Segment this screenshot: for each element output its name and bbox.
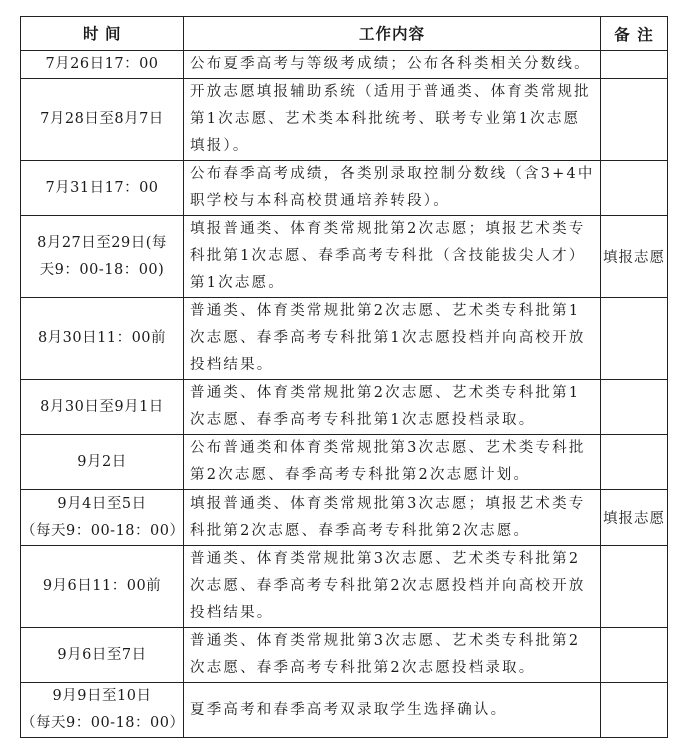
content-cell	[184, 683, 601, 738]
header-time: 时 间	[21, 17, 184, 51]
content-line: 投档结果。	[190, 605, 274, 621]
content-line: 填报普通类、体育类常规批第2次志愿；填报艺术类专	[190, 221, 586, 237]
note-cell	[601, 546, 668, 628]
time-line: 7月31日17：00	[45, 179, 159, 196]
content-line: 普通类、体育类常规批第3次志愿、艺术类专科批第2	[190, 551, 581, 567]
content-line: 夏季高考和春季高考双录取学生选择确认。	[190, 701, 508, 718]
note-cell	[601, 79, 668, 161]
time-cell	[21, 546, 184, 628]
content-line: 次志愿、春季高考专科批第2次志愿投档录取。	[190, 660, 536, 676]
table-row	[21, 51, 668, 79]
time-line: 7月28日至8月7日	[40, 111, 164, 127]
content-line: 开放志愿填报辅助系统（适用于普通类、体育类常规批	[190, 84, 591, 100]
content-line: 次志愿、春季高考专科批第2次志愿投档并向高校开放	[190, 578, 586, 594]
time-cell	[21, 161, 184, 216]
table-row	[21, 683, 668, 738]
time-line: 8月30日至9月1日	[40, 398, 164, 415]
content-line: 第2次志愿、春季高考专科批第2次志愿计划。	[190, 467, 531, 483]
content-line: 科批第2次志愿、春季高考专科批第2次志愿。	[190, 522, 531, 539]
note-cell	[601, 298, 668, 380]
content-line: 投档结果。	[190, 357, 274, 373]
content-line: 普通类、体育类常规批第2次志愿、艺术类专科批第1	[190, 385, 581, 401]
table-row	[21, 161, 668, 216]
content-line: 普通类、体育类常规批第2次志愿、艺术类专科批第1	[190, 303, 581, 319]
note-cell	[601, 683, 668, 738]
table-row	[21, 435, 668, 490]
table-row	[21, 79, 668, 161]
content-cell	[184, 546, 601, 628]
time-line: 9月6日至7日	[57, 646, 147, 663]
note-cell	[601, 628, 668, 683]
content-line: 公布春季高考成绩，各类别录取控制分数线（含3+4中	[190, 166, 595, 182]
table-row	[21, 380, 668, 435]
table-row	[21, 628, 668, 683]
content-cell	[184, 161, 601, 216]
time-line: 8月27日至29日(每	[37, 234, 167, 251]
content-line: 公布普通类和体育类常规批第3次志愿、艺术类专科批	[190, 440, 586, 456]
note-cell: 填报志愿	[601, 216, 668, 298]
note-cell	[601, 51, 668, 79]
content-line: 第1次志愿。	[190, 275, 285, 291]
content-line: 填报普通类、体育类常规批第3次志愿；填报艺术类专	[190, 495, 586, 512]
header-note: 备 注	[601, 17, 668, 51]
content-cell	[184, 435, 601, 490]
time-line: 9月2日	[77, 453, 127, 470]
time-line: 9月4日至5日	[57, 495, 147, 512]
time-cell	[21, 628, 184, 683]
content-line: 普通类、体育类常规批第3次志愿、艺术类专科批第2	[190, 633, 581, 649]
time-cell	[21, 380, 184, 435]
time-line: （每天9：00-18：00）	[21, 715, 185, 731]
time-line: 9月9日至10日	[52, 688, 152, 704]
content-line: 填报）。	[190, 138, 250, 154]
content-line: 次志愿、春季高考专科批第1次志愿投档录取。	[190, 412, 536, 428]
table-row	[21, 490, 668, 546]
time-cell	[21, 79, 184, 161]
content-cell	[184, 628, 601, 683]
content-line: 次志愿、春季高考专科批第1次志愿投档并向高校开放	[190, 330, 586, 346]
content-cell	[184, 216, 601, 298]
time-cell	[21, 683, 184, 738]
time-cell	[21, 298, 184, 380]
content-cell	[184, 380, 601, 435]
note-cell: 填报志愿	[601, 490, 668, 546]
content-cell	[184, 490, 601, 546]
note-cell	[601, 380, 668, 435]
note-cell	[601, 161, 668, 216]
content-cell	[184, 298, 601, 380]
time-line: 7月26日17：00	[45, 56, 159, 72]
admission-schedule-table	[20, 16, 668, 738]
note-cell	[601, 435, 668, 490]
time-line: 9月6日11：00前	[42, 578, 162, 594]
content-line: 科批第1次志愿、春季高考专科批（含技能拔尖人才）	[190, 248, 586, 264]
table-row	[21, 216, 668, 298]
time-line: （每天9：00-18：00）	[21, 522, 185, 539]
header-content: 工作内容	[184, 17, 601, 51]
table-row	[21, 546, 668, 628]
time-cell	[21, 490, 184, 546]
content-line: 职学校与本科高校贯通培养转段）。	[190, 193, 450, 209]
table-header-row	[21, 17, 668, 51]
content-line: 第1次志愿、艺术类本科批统考、联考专业第1次志愿	[190, 111, 581, 127]
content-cell	[184, 51, 601, 79]
time-cell	[21, 51, 184, 79]
time-cell	[21, 435, 184, 490]
content-line: 公布夏季高考与等级考成绩；公布各科类相关分数线。	[190, 56, 591, 72]
content-cell	[184, 79, 601, 161]
table-row	[21, 298, 668, 380]
time-line: 天9：00-18：00)	[39, 261, 165, 278]
time-line: 8月30日11：00前	[37, 330, 167, 346]
time-cell	[21, 216, 184, 298]
